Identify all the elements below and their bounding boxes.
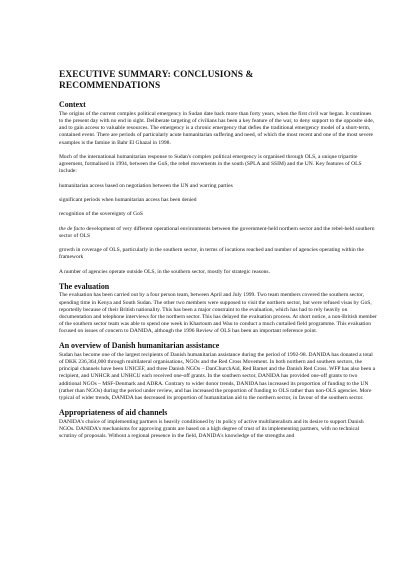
- page-title: [59, 70, 377, 92]
- section-heading-appropriateness: Appropriateness of aid channels: [59, 408, 168, 418]
- section-appropriateness: [59, 408, 377, 440]
- section-context: [59, 100, 377, 275]
- section-heading-context: Context: [59, 100, 86, 110]
- section-overview: [59, 341, 377, 402]
- evaluation-paragraph-1: The evaluation has been carried out by a four person team, between April and July 1999. Two team members covered the southern sector, spending time in Kenya and South Sudan. The other two members were supposed to visit the northern sector, but were refused visas by GoS, reportedly because of their British nationality. This has been a major constraint to the evaluation, which has had to rely heavily on documentation and telephone interviews for the northern sector. This has delayed the evaluation process. At short notice, a non-British member of the southern sector team was able to spend one week in Khartoum and Wau to conduct a much curtailed field programme. This evaluation focused on issues of concern to DANIDA, although the 1996 Review of OLS has been an important reference point.: [59, 292, 377, 335]
- title-line-1: EXECUTIVE SUMMARY: CONCLUSIONS &: [59, 70, 254, 80]
- context-item-4-text: development of very different operational environments between the government-held northern sector and the rebel-held southern sector of OLS: [59, 225, 375, 239]
- context-item-1: humanitarian access based on negotiation between the UN and warring parties: [59, 182, 233, 189]
- context-item-4-italic: the de facto: [59, 225, 85, 232]
- document-page: [59, 70, 377, 440]
- overview-paragraph-1: Sudan has become one of the largest recipients of Danish humanitarian assistance during the period of 1992-98. DANIDA has donated a total of DKK 236,364,000 through multilateral organisations, NGOs and the Red Cross Movement. In both northern and southern sectors, the principal channels have been UNICEF, and three Danish NGOs – DanChurchAid, Red Barnet and the Danish Red Cross. WFP has also been a recipient, and UNHCR and UNHCU each received one-off grants. In the southern sector, DANIDA has provided one-off grants to two additional NGOs – MSF-Denmark and ADRA. Contrary to wider donor trends, DANIDA has increased its proportion of funding to the UN (rather than NGOs) during the period under review, and has increased the proportion of funding to OLS rather than non-OLS agencies. More typical of wider trends, DANIDA has decreased its proportion of humanitarian aid to the northern sector, in favour of the southern sector.: [59, 351, 376, 401]
- context-item-6: A number of agencies operate outside OLS, in the southern sector, mostly for strategic reasons.: [59, 268, 270, 275]
- appropriateness-paragraph-1: DANIDA's choice of implementing partners is heavily conditioned by its policy of active multilateralism and its desire to support Danish NGOs. DANIDA's mechanisms for approving grants are based on a high degree of trust of its implementing partners, with no technical scrutiny of proposals. Without a regional presence in the field, DANIDA's knowledge of the strengths and: [59, 418, 364, 439]
- section-evaluation: [59, 282, 377, 336]
- context-paragraph-2: Much of the international humanitarian response to Sudan's complex political emergency is organised through OLS, a unique tripartite agreement, formalised in 1994, between the GoS, the rebel movements in the south (SPLA and SSIM) and the UN. Key features of OLS include:: [59, 153, 362, 175]
- section-heading-overview: An overview of Danish humanitarian assistance: [59, 341, 220, 351]
- context-item-5: growth in coverage of OLS, particularly in the southern sector, in terms of locations reached and number of agencies operating within the framework: [59, 247, 364, 261]
- section-heading-evaluation: The evaluation: [59, 281, 110, 291]
- context-paragraph-1: The origins of the current complex political emergency in Sudan date back more than forty years, when the first civil war began. It continues to the present day with no end in sight. Deliberate targeting of civilians has been a key feature of the war, to deny support to the opposite side, and to gain access to valuable resources. The emergency is a chronic emergency that defies the traditional emergency model of a short-term, contained event. There are periods of particularly acute humanitarian suffering and need, of which the most recent and one of the most severe examples is the famine in Bahr El Ghazal in 1998.: [59, 111, 375, 146]
- context-item-2: significant periods when humanitarian access has been denied: [59, 196, 197, 203]
- context-item-3: recognition of the sovereignty of GoS: [59, 211, 143, 218]
- title-line-2: RECOMMENDATIONS: [59, 81, 161, 92]
- context-item-4: [59, 226, 377, 240]
